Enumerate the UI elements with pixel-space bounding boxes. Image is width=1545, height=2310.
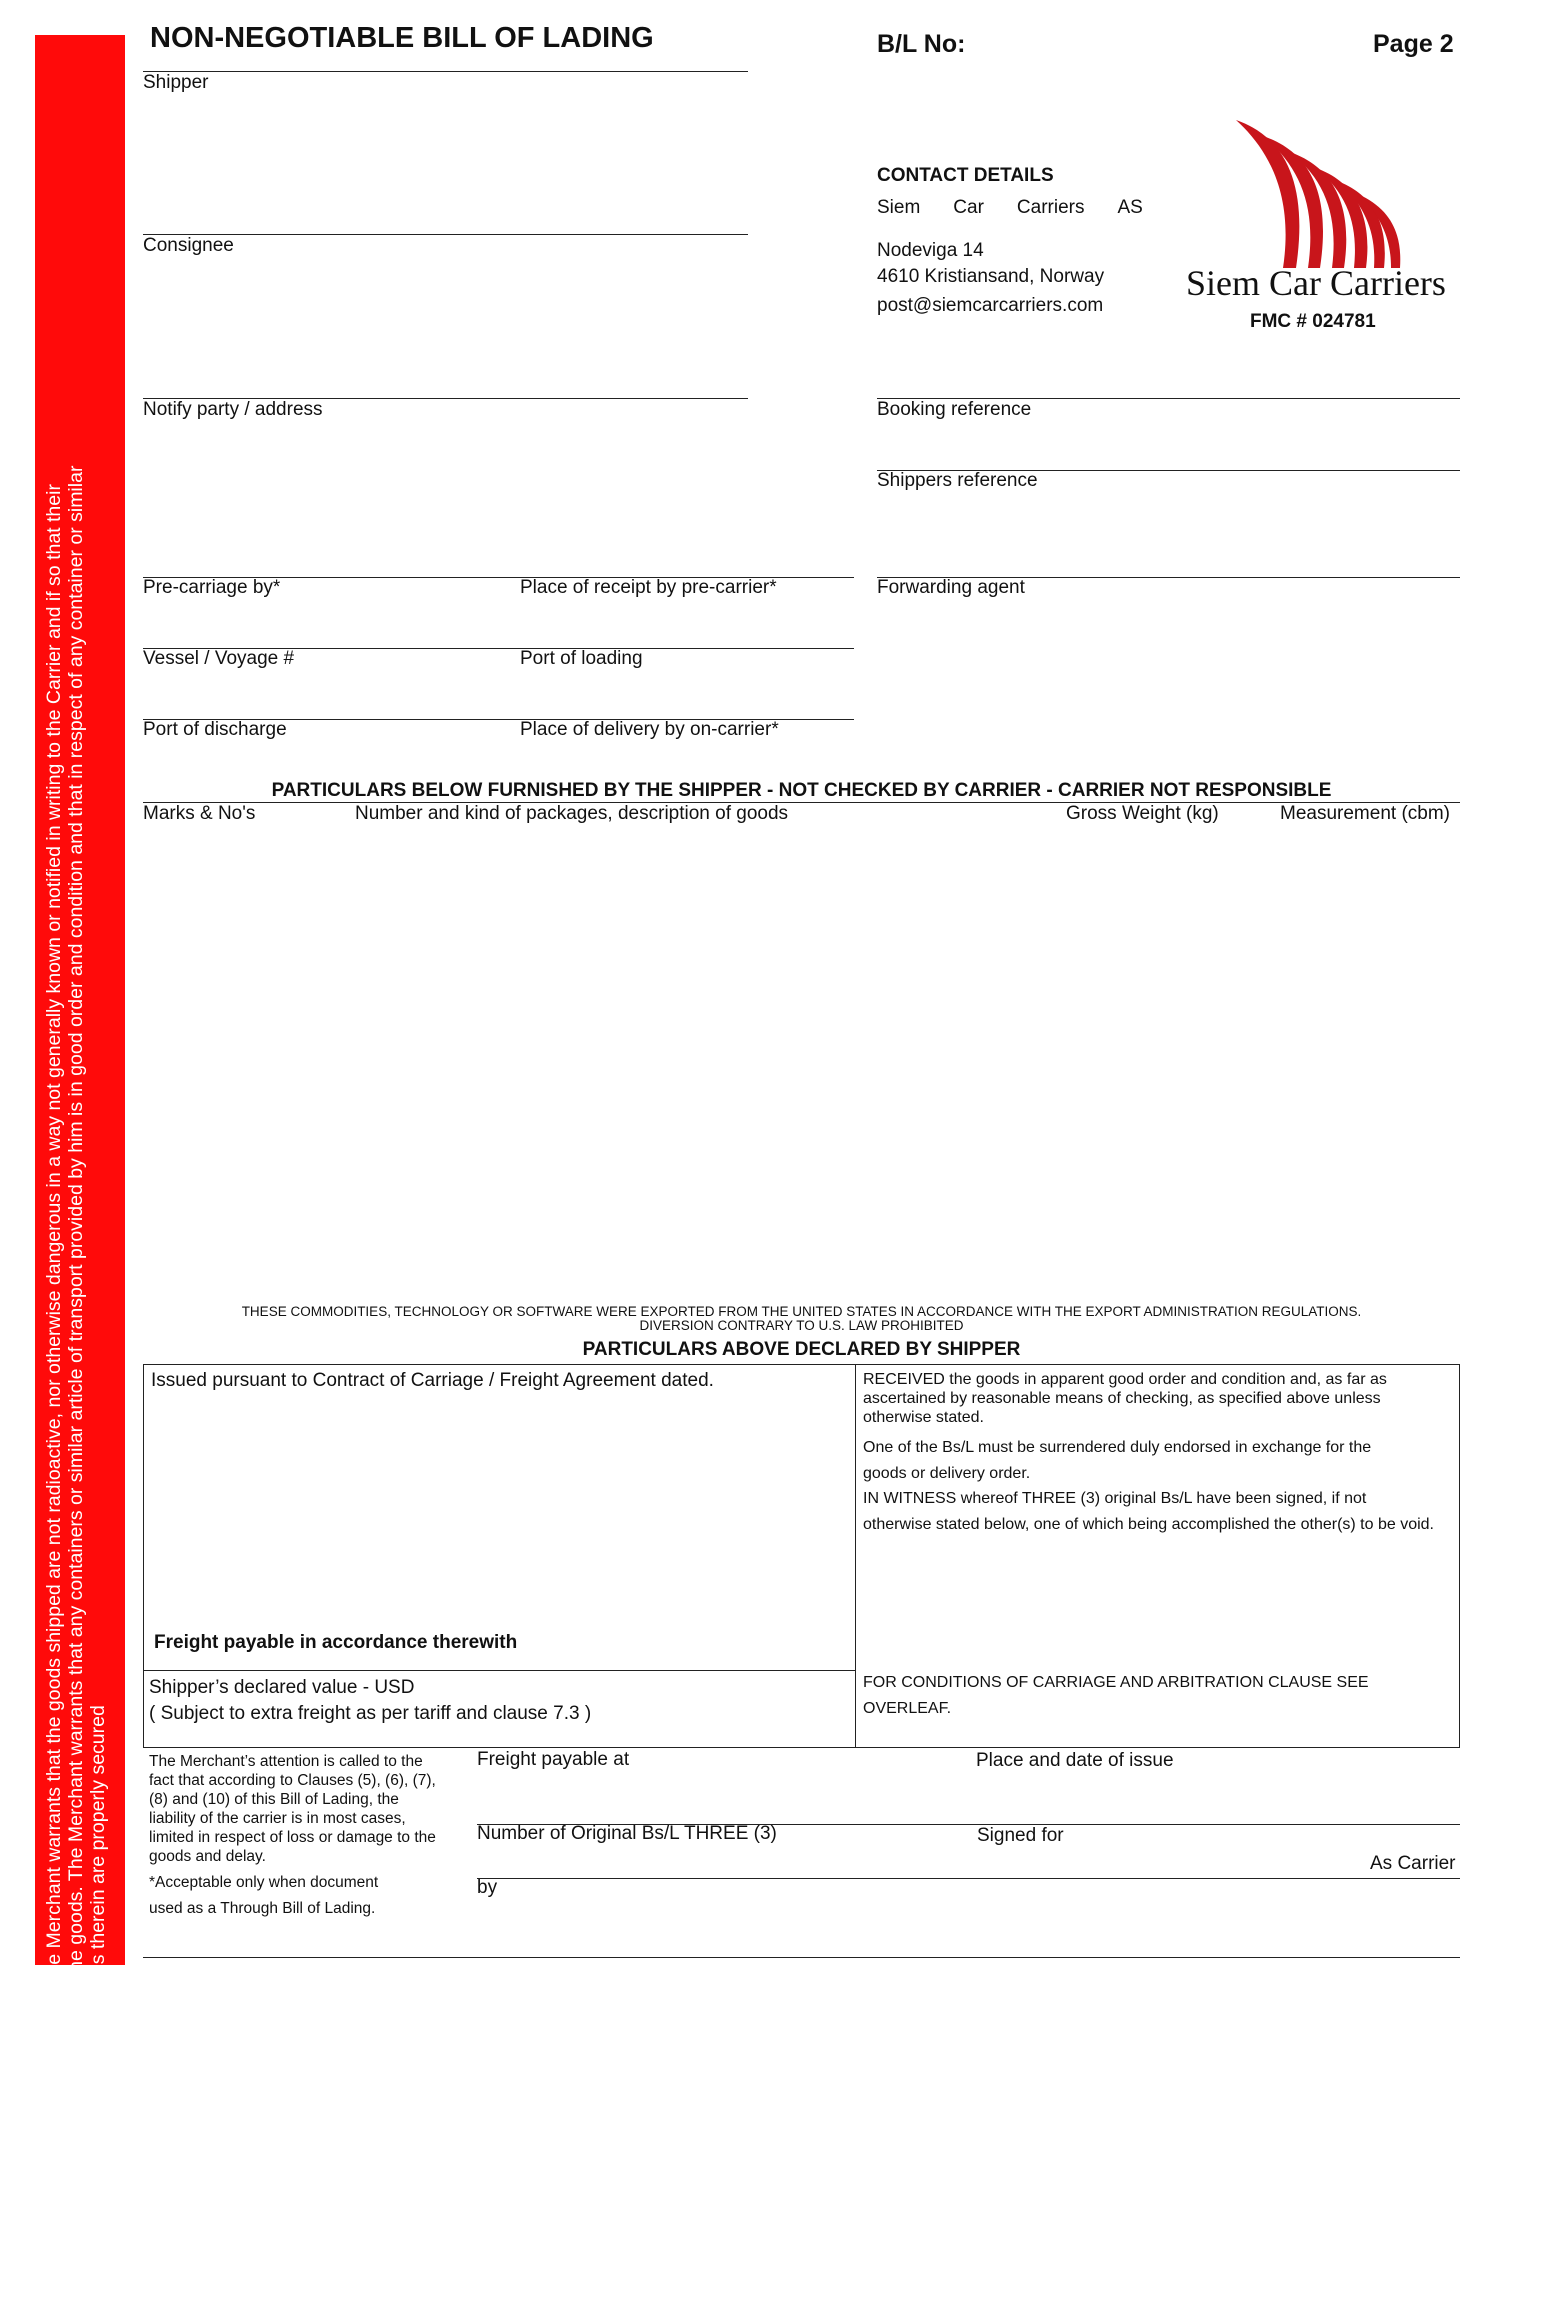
signed-for-label: Signed for <box>977 1825 1064 1846</box>
measurement-label: Measurement (cbm) <box>1280 803 1450 824</box>
company-word: Car <box>953 197 984 218</box>
shippers-reference-label: Shippers reference <box>877 470 1038 491</box>
forwarding-agent-field[interactable] <box>877 602 1457 742</box>
footer-divider-2 <box>477 1878 1460 1879</box>
freight-agreement-field[interactable] <box>151 1396 841 1626</box>
surrender-clause-1: One of the Bs/L must be surrendered duly endorsed in exchange for the <box>863 1439 1372 1456</box>
goods-description-label: Number and kind of packages, description of goods <box>355 803 789 824</box>
witness-clause-1: IN WITNESS whereof THREE (3) original Bs/L have been signed, if not <box>863 1490 1367 1507</box>
particulars-heading: PARTICULARS BELOW FURNISHED BY THE SHIPPER - NOT CHECKED BY CARRIER - CARRIER NOT RESPONSIBLE <box>271 780 1332 801</box>
signature-field[interactable] <box>520 1880 1450 1952</box>
particulars-divider <box>143 802 1460 803</box>
warning-line-3: article of transport filled by him the goods therein are properly secured <box>87 1705 109 2310</box>
fmc-number: FMC # 024781 <box>1250 311 1376 332</box>
document-title: NON-NEGOTIABLE BILL OF LADING <box>150 22 654 54</box>
vessel-voyage-label: Vessel / Voyage # <box>143 648 295 669</box>
dangerous-cargo-warning-strip <box>35 35 125 2310</box>
acceptable-note-2: used as a Through Bill of Lading. <box>149 1900 376 1917</box>
export-notice-line-2: DIVERSION CONTRARY TO U.S. LAW PROHIBITED <box>639 1318 964 1333</box>
shipper-field[interactable] <box>143 96 743 232</box>
place-date-issue-label: Place and date of issue <box>976 1750 1174 1771</box>
contact-email[interactable]: post@siemcarcarriers.com <box>877 295 1104 316</box>
declared-value-divider <box>143 1670 855 1671</box>
received-clause: RECEIVED the goods in apparent good order and condition and, as far as ascertained by reasonable means of checking, as specified above unless otherwise stated. <box>863 1371 1387 1426</box>
freight-payable-at-field[interactable] <box>477 1775 957 1821</box>
terms-box-divider <box>855 1364 856 1748</box>
warning-line-2: nature shall be distinctly marked upon the goods. The Merchant warrants that any containers or similar article of transport provided by him is in good order and condition and that in respect of any container or similar <box>65 465 87 2310</box>
sail-logo-icon <box>1228 118 1408 273</box>
consignee-label: Consignee <box>143 235 234 256</box>
by-label: by <box>477 1877 498 1898</box>
contact-street: Nodeviga 14 <box>877 240 984 261</box>
conditions-clause-1: FOR CONDITIONS OF CARRIAGE AND ARBITRATION CLAUSE SEE <box>863 1674 1369 1691</box>
logo-wordmark: Siem Car Carriers <box>1186 263 1446 303</box>
page-number: Page 2 <box>1373 30 1454 58</box>
dangerous-cargo-warning-text <box>35 35 125 2310</box>
port-of-discharge-label: Port of discharge <box>143 719 287 740</box>
notify-party-label: Notify party / address <box>143 399 323 420</box>
consignee-field[interactable] <box>143 260 743 395</box>
company-word: AS <box>1117 197 1143 218</box>
witness-clause-2: otherwise stated below, one of which being accomplished the other(s) to be void. <box>863 1516 1434 1533</box>
declared-by-shipper-heading: PARTICULARS ABOVE DECLARED BY SHIPPER <box>582 1339 1021 1360</box>
booking-reference-field[interactable] <box>877 424 1457 468</box>
warning-line-1-text: The Merchant warrants that the goods shipped are not radioactive, nor otherwise dangerous in a way not generally known or notified in writing to the Carrier and if so that their <box>43 484 65 1993</box>
shipper-label: Shipper <box>143 72 209 93</box>
place-of-delivery-label: Place of delivery by on-carrier* <box>520 719 779 740</box>
bottom-rule <box>143 1957 1460 1958</box>
export-notice-line-1: THESE COMMODITIES, TECHNOLOGY OR SOFTWARE WERE EXPORTED FROM THE UNITED STATES IN ACCORDANCE WITH THE EXPORT ADMINISTRATION REGULATIONS. <box>241 1304 1362 1319</box>
port-of-loading-label: Port of loading <box>520 648 643 669</box>
goods-particulars-area[interactable] <box>143 830 1460 1300</box>
surrender-clause-2: goods or delivery order. <box>863 1465 1031 1482</box>
booking-reference-label: Booking reference <box>877 399 1032 420</box>
place-date-issue-field[interactable] <box>976 1775 1456 1821</box>
issued-pursuant-text: Issued pursuant to Contract of Carriage / Freight Agreement dated. <box>151 1370 714 1391</box>
company-word: Carriers <box>1016 197 1085 218</box>
pre-carriage-label: Pre-carriage by* <box>143 577 281 598</box>
title-underline <box>143 71 748 72</box>
acceptable-note-1: *Acceptable only when document <box>149 1874 379 1891</box>
merchant-attention-note: The Merchant’s attention is called to the fact that according to Clauses (5), (6), (7), (8) and (10) of this Bill of Lading, the liability of the carrier is in most cases, limited in respect of loss or damage to the goods and delay. <box>149 1753 436 1865</box>
contact-company <box>877 197 1143 219</box>
notify-party-field[interactable] <box>143 424 843 574</box>
declared-value-label: Shipper’s declared value - USD <box>149 1677 415 1698</box>
bl-number-label: B/L No: <box>877 30 966 58</box>
gross-weight-label: Gross Weight (kg) <box>1066 803 1219 824</box>
freight-payable-therewith: Freight payable in accordance therewith <box>154 1632 518 1653</box>
company-word: Siem <box>877 197 921 218</box>
warning-heading: Dangerous Cargo and Containers: <box>43 1992 65 2310</box>
shippers-reference-field[interactable] <box>877 495 1457 575</box>
place-of-receipt-label: Place of receipt by pre-carrier* <box>520 577 777 598</box>
warning-line-1 <box>43 35 65 2310</box>
as-carrier-label: As Carrier <box>1370 1853 1456 1874</box>
contact-heading: CONTACT DETAILS <box>877 165 1054 186</box>
freight-payable-at-label: Freight payable at <box>477 1749 630 1770</box>
contact-city: 4610 Kristiansand, Norway <box>877 266 1105 287</box>
forwarding-agent-label: Forwarding agent <box>877 577 1025 598</box>
conditions-clause-2: OVERLEAF. <box>863 1700 952 1717</box>
extra-freight-note: ( Subject to extra freight as per tariff and clause 7.3 ) <box>149 1703 592 1724</box>
marks-label: Marks & No's <box>143 803 256 824</box>
number-of-originals-label: Number of Original Bs/L THREE (3) <box>477 1823 777 1844</box>
